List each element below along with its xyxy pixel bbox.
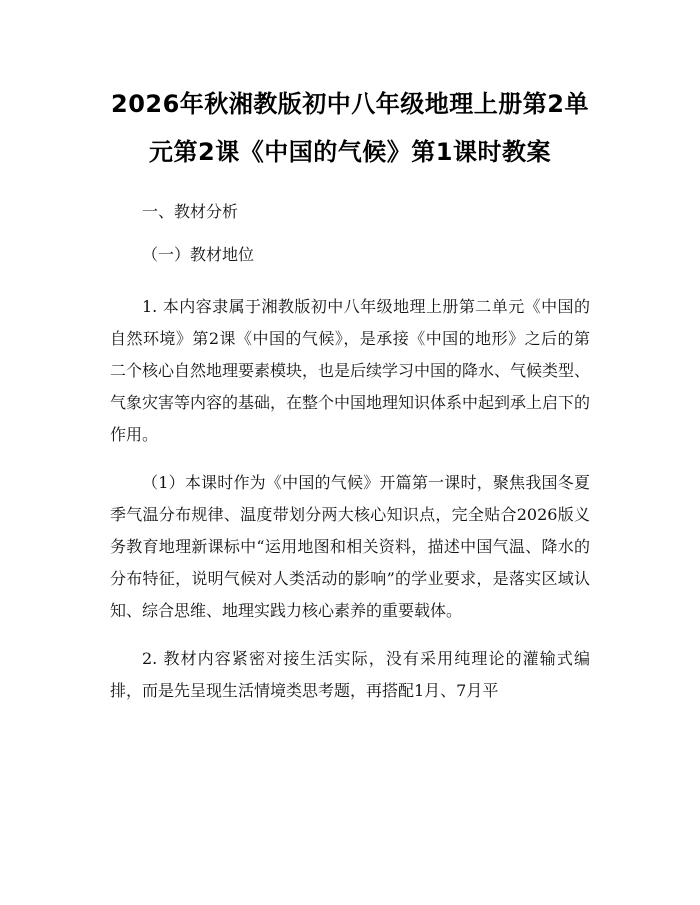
document-title: [110, 80, 590, 176]
title-line-2: 元第2课《中国的气候》第1课时教案: [149, 138, 551, 166]
title-line-1: 2026年秋湘教版初中八年级地理上册第2单: [111, 90, 589, 118]
paragraph-1: 1. 本内容隶属于湘教版初中八年级地理上册第二单元《中国的自然环境》第2课《中国的气候》，是承接《中国的地形》之后的第二个核心自然地理要素模块，也是后续学习中国的降水、气候类型、气象灾害等内容的基础，在整个中国地理知识体系中起到承上启下的作用。: [110, 297, 591, 444]
section-heading: 一、教材分析: [142, 202, 239, 221]
paragraph-2: （1）本课时作为《中国的气候》开篇第一课时，聚焦我国冬夏季气温分布规律、温度带划分两大核心知识点，完全贴合2026版义务教育地理新课标中“运用地图和相关资料，描述中国气温、降水的分布特征，说明气候对人类活动的影响”的学业要求，是落实区域认知、综合思维、地理实践力核心素养的重要载体。: [110, 473, 590, 620]
subsection-heading: （一）教材地位: [142, 245, 255, 264]
paragraph-3: 2. 教材内容紧密对接生活实际，没有采用纯理论的灌输式编排，而是先呈现生活情境类思考题，再搭配1月、7月平: [110, 649, 590, 700]
